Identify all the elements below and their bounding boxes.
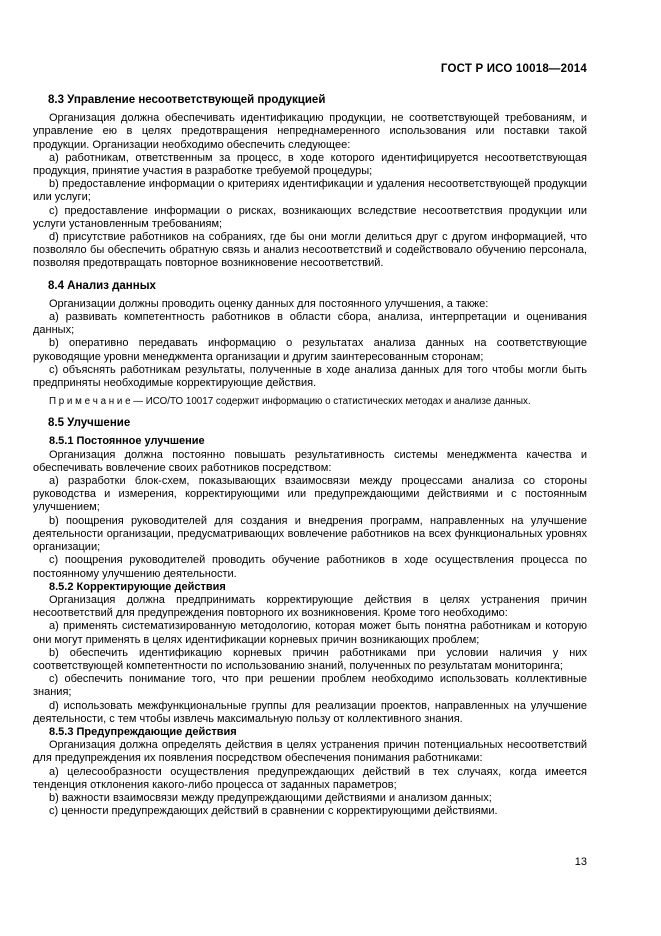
paragraph-8-3-intro: Организация должна обеспечивать идентификацию продукции, не соответствующей требованиям, и управление ею в целях предотвращения непреднамеренного использования или поставки такой продукции. Организации необходимо обеспечить следующее:	[33, 112, 587, 151]
note-8-4: П р и м е ч а н и е — ИСО/ТО 10017 содержит информацию о статистических методах и анализе данных.	[49, 396, 531, 408]
list-item-8-3-c: c) предоставление информации о рисках, возникающих вследствие несоответствия продукции или услуги установленным требованиям;	[33, 204, 587, 230]
list-item-8-3-d: d) присутствие работников на собраниях, где бы они могли делиться друг с другом информацией, что позволяло бы обеспечить обратную связь и анализ несоответствий и содействовало обучению персонала, позволяя предотвращать повторное возникновение несоответствий.	[33, 231, 587, 270]
page-number: 13	[574, 856, 587, 868]
list-item-8-5-2-b: b) обеспечить идентификацию корневых причин работниками при условии наличия у них соответствующей компетентности по использованию знаний, полученных по результатам мониторинга;	[33, 646, 587, 672]
list-item-8-5-3-b: b) важности взаимосвязи между предупреждающими действиями и анализом данных;	[49, 791, 492, 804]
list-item-8-3-a: a) работникам, ответственным за процесс, в ходе которого идентифицируется несоответствующая продукция, принятие участия в разработке требуемой процедуры;	[33, 151, 587, 178]
subsection-heading-8-5-3: 8.5.3 Предупреждающие действия	[49, 725, 237, 738]
paragraph-8-4-intro: Организации должны проводить оценку данных для постоянного улучшения, а также:	[49, 297, 489, 310]
list-item-8-5-1-c: c) поощрения руководителей проводить обучение работников в ходе осуществления процесса по постоянному улучшению деятельности.	[33, 554, 587, 580]
list-item-8-5-3-c: c) ценности предупреждающих действий в сравнении с корректирующими действиями.	[49, 805, 498, 818]
paragraph-8-5-2-intro: Организация должна предпринимать корректирующие действия в целях устранения причин несоответствий для предупреждения повторного их возникновения. Кроме того необходимо:	[33, 593, 587, 620]
list-item-8-5-1-a: a) разработки блок-схем, показывающих взаимосвязи между процессами анализа со стороны руководства и измерения, корректирующими или предупреждающими действиями и с постоянным улучшением;	[33, 475, 587, 514]
list-item-8-3-b: b) предоставление информации о критериях идентификации и удаления несоответствующей продукции или услуги;	[33, 178, 587, 204]
section-heading-8-4: 8.4 Анализ данных	[48, 279, 156, 292]
list-item-8-5-3-a: a) целесообразности осуществления предупреждающих действий в тех случаях, когда имеется тенденция отклонения какого-либо процесса от заданных параметров;	[33, 765, 587, 791]
paragraph-8-5-3-intro: Организация должна определять действия в целях устранения причин потенциальных несоответствий для предупреждения их появления посредством обеспечения понимания работниками:	[33, 739, 587, 765]
page-content	[33, 94, 587, 818]
subsection-heading-8-5-2: 8.5.2 Корректирующие действия	[49, 580, 226, 593]
list-item-8-4-c: c) объяснять работникам результаты, полученные в ходе анализа данных для того чтобы могли быть предприняты необходимые корректирующие действия.	[33, 363, 587, 390]
list-item-8-5-2-a: a) применять систематизированную методологию, которая может быть понятна работникам и которую они могут применять в целях идентификации корневых причин возникающих проблем;	[33, 620, 587, 646]
list-item-8-5-2-d: d) использовать межфункциональные группы для реализации проектов, направленных на улучшение деятельности, с тем чтобы извлечь максимальную пользу от коллективного знания.	[33, 699, 587, 725]
running-header: ГОСТ Р ИСО 10018—2014	[440, 63, 587, 75]
list-item-8-5-2-c: c) обеспечить понимание того, что при решении проблем необходимо использовать коллективные знания;	[33, 673, 587, 699]
list-item-8-5-1-b: b) поощрения руководителей для создания и внедрения программ, направленных на улучшение деятельности организации, предусматривающих вовлечение работников на всех функциональных уровнях организации;	[33, 514, 587, 554]
paragraph-8-5-1-intro: Организация должна постоянно повышать результативность системы менеджмента качества и обеспечивать вовлечение своих работников посредством:	[33, 448, 587, 474]
section-heading-8-5: 8.5 Улучшение	[48, 417, 131, 430]
section-heading-8-3: 8.3 Управление несоответствующей продукцией	[48, 94, 326, 106]
subsection-heading-8-5-1: 8.5.1 Постоянное улучшение	[49, 435, 205, 448]
list-item-8-4-a: a) развивать компетентность работников в области сбора, анализа, интерпретации и оценивания данных;	[33, 311, 587, 337]
list-item-8-4-b: b) оперативно передавать информацию о результатах анализа данных на соответствующие руководящие уровни менеджмента организации и другим заинтересованным сторонам;	[33, 337, 587, 363]
